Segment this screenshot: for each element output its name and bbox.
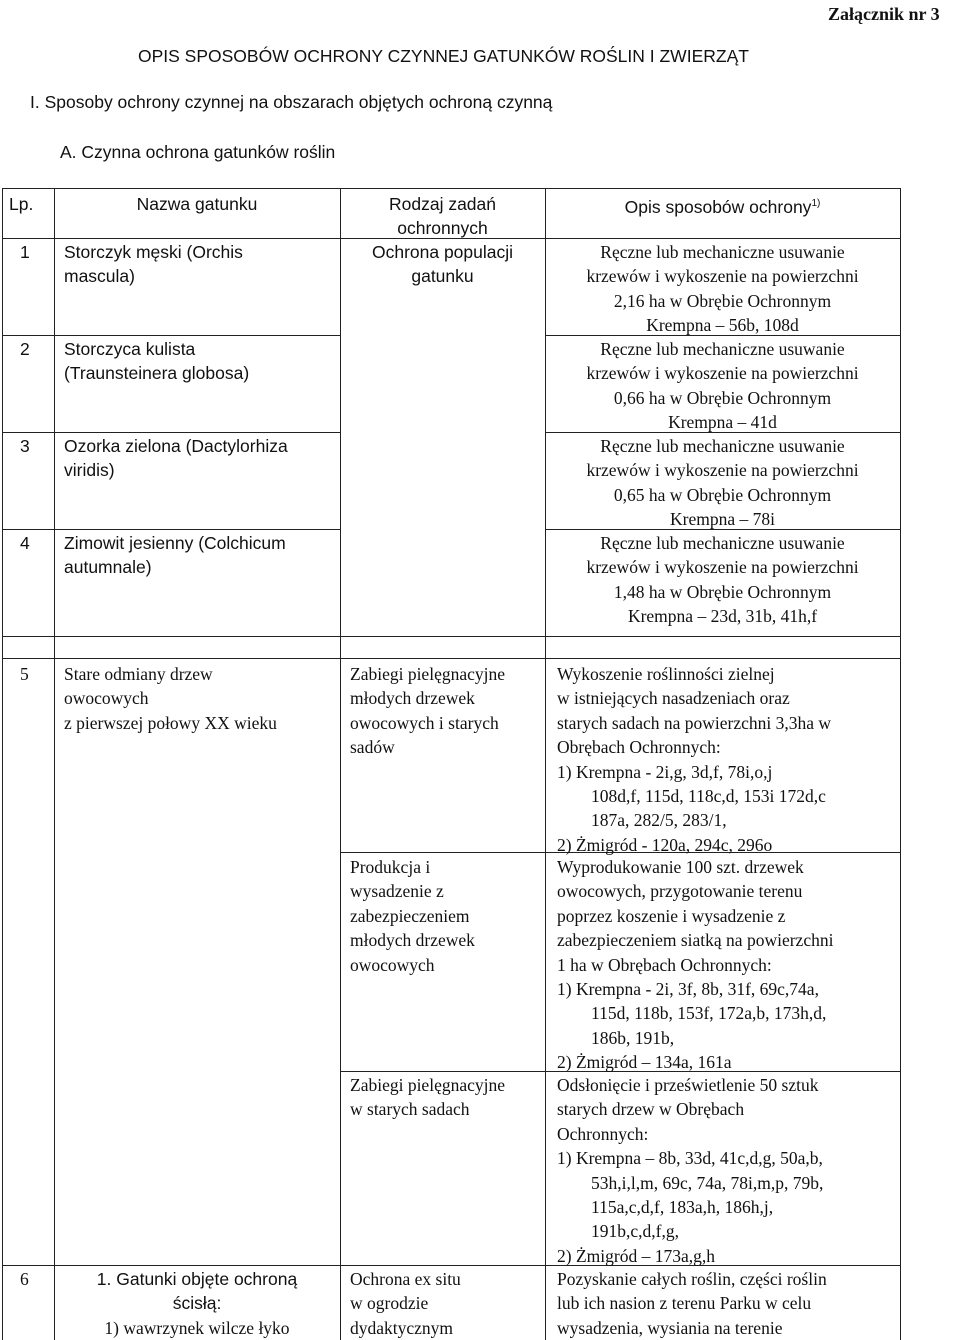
- row-5-task-1-line: owocowych i starych: [350, 712, 499, 733]
- row-2-desc-line: Krempna – 41d: [668, 412, 777, 433]
- row-6-task-line: Ochrona ex situ: [350, 1269, 461, 1289]
- header-task-line-1: Rodzaj zadań: [388, 194, 497, 214]
- row-1-name: [64, 240, 243, 289]
- attachment-label: Załącznik nr 3: [828, 4, 940, 24]
- row-5-desc-3-list-cont: 115a,c,d,f, 183a,h, 186h,j,: [591, 1197, 774, 1218]
- row-1-desc-line: Ręczne lub mechaniczne usuwanie: [600, 242, 845, 262]
- header-lp: Lp.: [9, 194, 34, 214]
- row-divider-4-top: [2, 636, 901, 637]
- row-1-desc-line: 2,16 ha w Obrębie Ochronnym: [613, 290, 832, 311]
- row-1-name-line: mascula): [64, 266, 135, 287]
- row-5-desc-2-line: Wyprodukowanie 100 szt. drzewek: [557, 857, 804, 877]
- row-5-desc-3-list-cont: 191b,c,d,f,g,: [591, 1221, 679, 1242]
- row-3-name-line: viridis): [64, 460, 115, 481]
- row-6-name-line: 1. Gatunki objęte ochroną: [96, 1269, 298, 1289]
- row-2-number: 2: [20, 339, 30, 359]
- row-5-task-3-line: Zabiegi pielęgnacyjne: [350, 1075, 505, 1095]
- table-border-right: [900, 188, 901, 1340]
- row-3-desc-line: Krempna – 78i: [670, 509, 775, 530]
- row-6-name-line: 1) wawrzynek wilcze łyko: [104, 1317, 290, 1338]
- row-2-name: [64, 337, 249, 386]
- row-2-desc-line: Ręczne lub mechaniczne usuwanie: [600, 339, 845, 359]
- section-heading: I. Sposoby ochrony czynnej na obszarach objętych ochroną czynną: [30, 92, 553, 112]
- row-5-desc-1: [557, 662, 831, 857]
- row-4-name-line: Zimowit jesienny (Colchicum: [64, 533, 286, 553]
- row-6-task: [350, 1267, 461, 1340]
- row-5-task-1: [350, 662, 505, 760]
- row-5-desc-3-line: starych drzew w Obrębach: [557, 1099, 745, 1120]
- row-5-desc-3: [557, 1073, 823, 1268]
- row-4-number: 4: [20, 533, 30, 553]
- row-2-desc: [545, 337, 900, 435]
- row-5-name-line: Stare odmiany drzew: [64, 664, 213, 684]
- row-6-desc-line: wysadzenia, wysiania na terenie: [557, 1317, 783, 1338]
- row-5-desc-2-line: 1 ha w Obrębach Ochronnych:: [557, 954, 772, 975]
- header-task: [340, 192, 545, 241]
- row-1-desc-line: Krempna – 56b, 108d: [646, 315, 799, 336]
- row-divider-3-name: [2, 529, 341, 530]
- row-4-desc-line: Krempna – 23d, 31b, 41h,f: [627, 606, 818, 627]
- row-5-desc-1-list-item: 1) Krempna - 2i,g, 3d,f, 78i,o,j: [557, 761, 773, 782]
- column-divider-lp: [54, 188, 55, 1340]
- header-desc: [545, 192, 900, 219]
- row-5-desc-3-list-cont: 53h,i,l,m, 69c, 74a, 78i,m,p, 79b,: [591, 1172, 824, 1193]
- row-5-task-1-line: młodych drzewek: [350, 688, 475, 709]
- row-4-name-line: autumnale): [64, 557, 152, 578]
- row-5-name: [64, 662, 277, 735]
- row-5-desc-2-line: zabezpieczeniem siatką na powierzchni: [557, 930, 834, 951]
- row-4-desc-line: 1,48 ha w Obrębie Ochronnym: [613, 581, 832, 602]
- row-3-name: [64, 434, 288, 483]
- header-desc-text: Opis sposobów ochrony: [624, 196, 812, 217]
- row-divider-1-name: [2, 335, 341, 336]
- row-1-task: [340, 240, 545, 289]
- row-5-desc-2-list-item: 1) Krempna - 2i, 3f, 8b, 31f, 69c,74a,: [557, 979, 819, 1000]
- row-divider-2-name: [2, 432, 341, 433]
- row-5-desc-3-list-item: 2) Żmigród – 173a,g,h: [557, 1245, 715, 1266]
- row-5-desc-1-line: w istniejących nasadzeniach oraz: [557, 688, 790, 709]
- row-3-number: 3: [20, 436, 30, 456]
- row-5-desc-3-list-item: 1) Krempna – 8b, 33d, 41c,d,g, 50a,b,: [557, 1148, 823, 1169]
- row-2-name-line: Storczyca kulista: [64, 339, 196, 359]
- header-desc-footnote: 1): [811, 198, 821, 209]
- row-5-name-line: owocowych: [64, 688, 149, 709]
- row-4-desc-line: krzewów i wykoszenie na powierzchni: [586, 557, 859, 578]
- table-border-top: [2, 188, 901, 189]
- row-5-task-2-line: Produkcja i: [350, 857, 431, 877]
- row-divider-4-bottom: [2, 658, 901, 659]
- row-3-desc-line: 0,65 ha w Obrębie Ochronnym: [613, 484, 832, 505]
- row-5-desc-1-line: Wykoszenie roślinności zielnej: [557, 664, 775, 684]
- row-4-desc-line: Ręczne lub mechaniczne usuwanie: [600, 533, 845, 553]
- row-5-task-2-line: wysadzenie z: [350, 881, 444, 902]
- row-4-name: [64, 531, 286, 580]
- column-divider-name: [340, 188, 341, 1340]
- row-6-number: 6: [20, 1269, 29, 1289]
- row-6-desc: [557, 1267, 827, 1340]
- row-5-desc-2-list-item: 2) Żmigród – 134a, 161a: [557, 1052, 732, 1073]
- row-3-desc: [545, 434, 900, 532]
- row-6-name: [54, 1267, 340, 1340]
- table-border-left: [2, 188, 3, 1340]
- row-5-task-1-line: sadów: [350, 737, 395, 758]
- row-5-number: 5: [20, 664, 29, 684]
- header-name: Nazwa gatunku: [136, 194, 258, 214]
- row-1-task-line: gatunku: [411, 266, 474, 287]
- row-2-desc-line: 0,66 ha w Obrębie Ochronnym: [613, 387, 832, 408]
- row-5-desc-3-line: Ochronnych:: [557, 1123, 649, 1144]
- row-5-desc-1-list-item: 2) Żmigród - 120a, 294c, 296o: [557, 834, 773, 855]
- row-5-desc-3-line: Odsłonięcie i prześwietlenie 50 sztuk: [557, 1075, 819, 1095]
- document-title: OPIS SPOSOBÓW OCHRONY CZYNNEJ GATUNKÓW ROŚLIN I ZWIERZĄT: [138, 46, 749, 66]
- row-1-desc: [545, 240, 900, 338]
- row-4-desc: [545, 531, 900, 629]
- row-2-desc-line: krzewów i wykoszenie na powierzchni: [586, 363, 859, 384]
- row-5-desc-2-line: owocowych, przygotowanie terenu: [557, 881, 803, 902]
- row-5-task-2-line: zabezpieczeniem: [350, 905, 470, 926]
- row-6-desc-line: lub ich nasion z terenu Parku w celu: [557, 1293, 812, 1314]
- row-5-task-3-line: w starych sadach: [350, 1099, 470, 1120]
- row-5-task-2: [350, 855, 475, 977]
- row-3-name-line: Ozorka zielona (Dactylorhiza: [64, 436, 288, 456]
- row-5-task-3: [350, 1073, 505, 1122]
- row-1-name-line: Storczyk męski (Orchis: [64, 242, 243, 262]
- row-5-desc-2-line: poprzez koszenie i wysadzenie z: [557, 905, 786, 926]
- row-5-name-line: z pierwszej połowy XX wieku: [64, 712, 277, 733]
- row-5-desc-1-list-cont: 187a, 282/5, 283/1,: [591, 810, 727, 831]
- row-5-desc-1-line: Obrębach Ochronnych:: [557, 737, 721, 758]
- row-6-task-line: dydaktycznym: [350, 1317, 454, 1338]
- row-6-task-line: w ogrodzie: [350, 1293, 429, 1314]
- header-task-line-2: ochronnych: [397, 218, 488, 239]
- row-6-desc-line: Pozyskanie całych roślin, części roślin: [557, 1269, 827, 1289]
- row-5-task-1-line: Zabiegi pielęgnacyjne: [350, 664, 505, 684]
- row-6-name-line: ścisłą:: [172, 1293, 222, 1314]
- row-5-desc-1-line: starych sadach na powierzchni 3,3ha w: [557, 712, 832, 733]
- row-3-desc-line: Ręczne lub mechaniczne usuwanie: [600, 436, 845, 456]
- row-5-task-2-line: młodych drzewek: [350, 930, 475, 951]
- row-1-task-line: Ochrona populacji: [371, 242, 514, 262]
- row-2-name-line: (Traunsteinera globosa): [64, 363, 250, 384]
- row-3-desc-line: krzewów i wykoszenie na powierzchni: [586, 460, 859, 481]
- row-5-desc-2: [557, 855, 833, 1075]
- row-5-desc-1-list-cont: 108d,f, 115d, 118c,d, 153i 172d,c: [591, 786, 826, 807]
- row-5-task-2-line: owocowych: [350, 954, 435, 975]
- row-1-desc-line: krzewów i wykoszenie na powierzchni: [586, 266, 859, 287]
- row-5-desc-2-list-cont: 186b, 191b,: [591, 1027, 675, 1048]
- subsection-heading: A. Czynna ochrona gatunków roślin: [60, 142, 336, 162]
- row-1-number: 1: [20, 242, 30, 262]
- row-5-desc-2-list-cont: 115d, 118b, 153f, 172a,b, 173h,d,: [591, 1003, 827, 1024]
